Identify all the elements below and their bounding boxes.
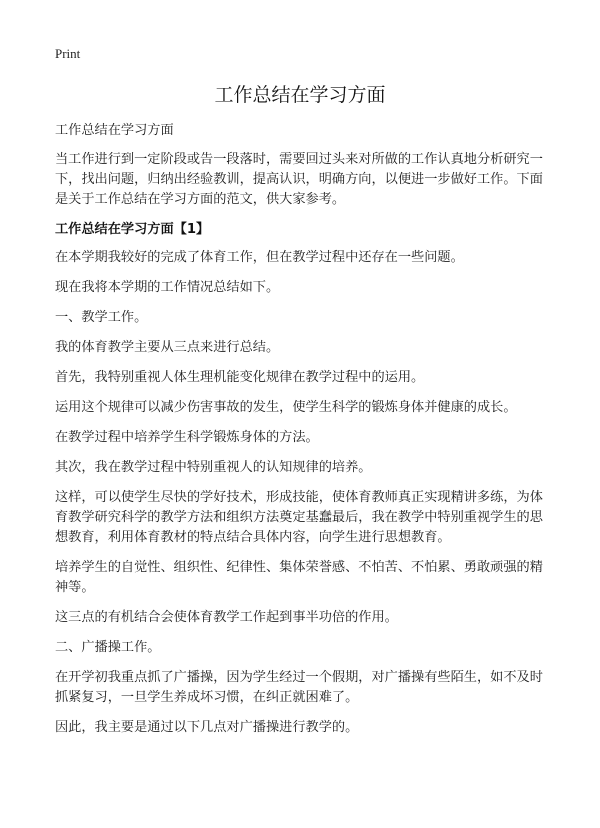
body-paragraph: 首先，我特别重视人体生理机能变化规律在教学过程中的运用。 [55,370,425,385]
body-paragraph: 二、广播操工作。 [55,640,161,655]
body-paragraph: 运用这个规律可以减少伤害事故的发生，使学生科学的锻炼身体并健康的成长。 [55,400,517,415]
print-link[interactable]: Print [55,46,81,61]
section-heading: 工作总结在学习方面【1】 [55,222,210,237]
body-paragraph: 现在我将本学期的工作情况总结如下。 [55,280,280,295]
body-paragraph: 因此，我主要是通过以下几点对广播操进行教学的。 [55,720,359,735]
document-title: 工作总结在学习方面 [214,84,386,106]
body-paragraph: 其次，我在教学过程中特别重视人的认知规律的培养。 [55,460,372,475]
document-body [55,121,549,748]
body-paragraph: 在本学期我较好的完成了体育工作，但在教学过程中还存在一些问题。 [55,250,464,265]
body-paragraph: 我的体育教学主要从三点来进行总结。 [55,340,280,355]
body-paragraph: 在教学过程中培养学生科学锻炼身体的方法。 [55,430,319,445]
body-paragraph: 培养学生的自觉性、组织性、纪律性、集体荣誉感、不怕苦、不怕累、勇敢顽强的精神等。 [55,560,543,595]
body-paragraph: 一、教学工作。 [55,310,148,325]
body-paragraph: 在开学初我重点抓了广播操，因为学生经过一个假期，对广播操有些陌生，如不及时抓紧复习，一旦学生养成坏习惯，在纠正就困难了。 [55,670,543,705]
body-paragraph: 这三点的有机结合会使体育教学工作起到事半功倍的作用。 [55,610,398,625]
body-paragraph: 这样，可以使学生尽快的学好技术，形成技能，使体育教师真正实现精讲多练，为体育教学研究科学的教学方法和组织方法奠定基蠢最后，我在教学中特别重视学生的思想教育，利用体育教材的特点结合具体内容，向学生进行思想教育。 [55,490,543,545]
intro-paragraph: 当工作进行到一定阶段或告一段落时，需要回过头来对所做的工作认真地分析研究一下，找出问题，归纳出经验教训，提高认识，明确方向，以便进一步做好工作。下面是关于工作总结在学习方面的范文，供大家参考。 [55,152,543,207]
subtitle-paragraph: 工作总结在学习方面 [55,123,174,138]
